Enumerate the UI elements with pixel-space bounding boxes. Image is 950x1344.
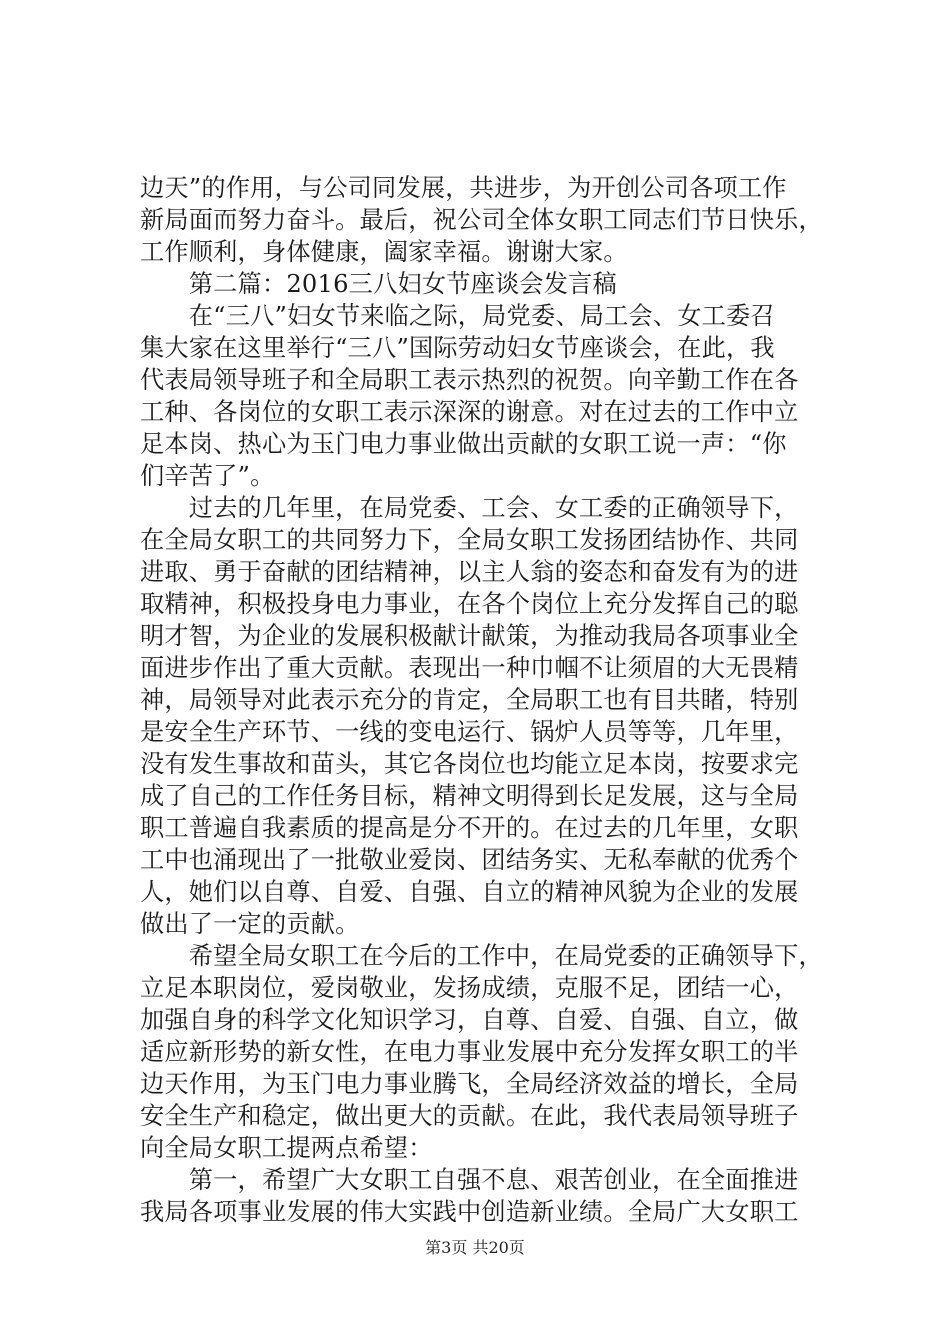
text-line: 第一，希望广大女职工自强不息、艰苦创业，在全面推进 — [140, 1166, 799, 1194]
text-line: 向全局女职工提两点希望： — [140, 1134, 433, 1162]
text-line: 边天作用，为玉门电力事业腾飞，全局经济效益的增长，全局 — [140, 1070, 799, 1098]
text-line: 做出了一定的贡献。 — [140, 910, 360, 938]
text-line: 安全生产和稳定，做出更大的贡献。在此，我代表局领导班子 — [140, 1102, 799, 1130]
text-line: 人，她们以自尊、自爱、自强、自立的精神风貌为企业的发展 — [140, 878, 799, 906]
text-line: 工作顺利，身体健康，阖家幸福。谢谢大家。 — [140, 238, 628, 266]
text-line: 集大家在这里举行“三八”国际劳动妇女节座谈会，在此，我 — [140, 334, 775, 362]
text-line: 取精神，积极投身电力事业，在各个岗位上充分发挥自己的聪 — [140, 590, 799, 618]
text-line: 在“三八”妇女节来临之际，局党委、局工会、女工委召 — [140, 302, 775, 330]
text-line: 们辛苦了”。 — [140, 462, 275, 490]
document-body — [140, 172, 840, 1228]
text-line: 适应新形势的新女性，在电力事业发展中充分发挥女职工的半 — [140, 1038, 799, 1066]
text-line: 新局面而努力奋斗。最后，祝公司全体女职工同志们节日快乐， — [140, 206, 823, 234]
text-line: 我局各项事业发展的伟大实践中创造新业绩。全局广大女职工 — [140, 1198, 799, 1226]
text-line: 足本岗、热心为玉门电力事业做出贡献的女职工说一声：“你 — [140, 430, 787, 458]
text-line: 神，局领导对此表示充分的肯定，全局职工也有目共睹，特别 — [140, 686, 799, 714]
text-line: 希望全局女职工在今后的工作中，在局党委的正确领导下， — [140, 942, 823, 970]
text-line: 是安全生产环节、一线的变电运行、锅炉人员等等，几年里， — [140, 718, 799, 746]
text-line: 职工普遍自我素质的提高是分不开的。在过去的几年里，女职 — [140, 814, 799, 842]
text-line: 过去的几年里，在局党委、工会、女工委的正确领导下， — [140, 494, 799, 522]
text-line: 代表局领导班子和全局职工表示热烈的祝贺。向辛勤工作在各 — [140, 366, 799, 394]
text-line: 进取、勇于奋献的团结精神，以主人翁的姿态和奋发有为的进 — [140, 558, 799, 586]
text-line: 加强自身的科学文化知识学习，自尊、自爱、自强、自立，做 — [140, 1006, 799, 1034]
page-footer: 第3页 共20页 — [425, 1238, 525, 1257]
text-line: 在全局女职工的共同努力下，全局女职工发扬团结协作、共同 — [140, 526, 799, 554]
text-line: 没有发生事故和苗头，其它各岗位也均能立足本岗，按要求完 — [140, 750, 799, 778]
text-line: 工种、各岗位的女职工表示深深的谢意。对在过去的工作中立 — [140, 398, 799, 426]
text-line: 面进步作出了重大贡献。表现出一种巾帼不让须眉的大无畏精 — [140, 654, 799, 682]
text-line: 边天”的作用，与公司同发展，共进步，为开创公司各项工作 — [140, 174, 787, 202]
text-line: 成了自己的工作任务目标，精神文明得到长足发展，这与全局 — [140, 782, 799, 810]
text-line: 立足本职岗位，爱岗敬业，发扬成绩，克服不足，团结一心， — [140, 974, 799, 1002]
section-heading: 第二篇：2016三八妇女节座谈会发言稿 — [140, 270, 617, 298]
text-line: 明才智，为企业的发展积极献计献策，为推动我局各项事业全 — [140, 622, 799, 650]
text-line: 工中也涌现出了一批敬业爱岗、团结务实、无私奉献的优秀个 — [140, 846, 799, 874]
